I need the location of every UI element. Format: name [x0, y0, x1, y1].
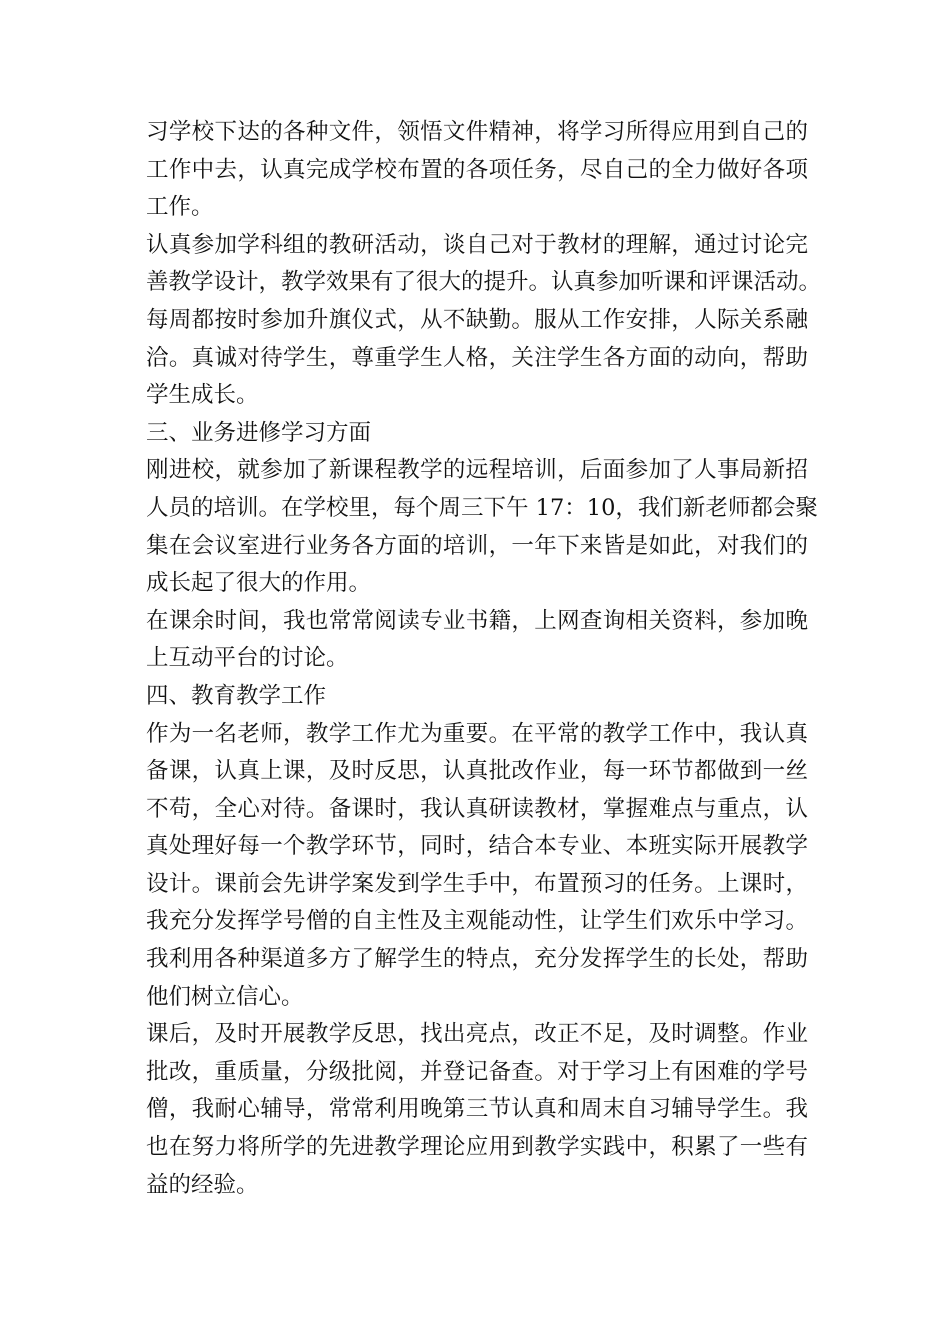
text-line: 课后，及时开展教学反思，找出亮点，改正不足，及时调整。作业 [146, 1021, 808, 1048]
text-line: 认真参加学科组的教研活动，谈自己对于教材的理解，通过讨论完 [146, 231, 808, 258]
section-heading: 三、业务进修学习方面 [146, 419, 372, 446]
text-line: 作为一名老师，教学工作尤为重要。在平常的教学工作中，我认真 [146, 720, 808, 747]
text-line: 学生成长。 [146, 382, 259, 409]
text-line: 我充分发挥学号僧的自主性及主观能动性，让学生们欢乐中学习。 [146, 908, 808, 935]
text-line: 上互动平台的讨论。 [146, 645, 349, 672]
section-heading: 四、教育教学工作 [146, 682, 327, 709]
text-line: 工作中去，认真完成学校布置的各项任务，尽自己的全力做好各项 [146, 156, 808, 183]
text-line: 成长起了很大的作用。 [146, 570, 372, 597]
text-line: 刚进校，就参加了新课程教学的远程培训，后面参加了人事局新招 [146, 457, 808, 484]
text-line: 不苟，全心对待。备课时，我认真研读教材，掌握难点与重点，认 [146, 795, 808, 822]
text-line: 批改，重质量，分级批阅，并登记备查。对于学习上有困难的学号 [146, 1058, 808, 1085]
text-line: 备课，认真上课，及时反思，认真批改作业，每一环节都做到一丝 [146, 758, 808, 785]
text-line: 他们树立信心。 [146, 983, 304, 1010]
text-line: 也在努力将所学的先进教学理论应用到教学实践中，积累了一些有 [146, 1134, 808, 1161]
text-line: 洽。真诚对待学生，尊重学生人格，关注学生各方面的动向，帮助 [146, 344, 808, 371]
text-line: 僧，我耐心辅导，常常利用晚第三节认真和周末自习辅导学生。我 [146, 1096, 808, 1123]
text-line: 益的经验。 [146, 1171, 259, 1198]
text-line: 每周都按时参加升旗仪式，从不缺勤。服从工作安排，人际关系融 [146, 306, 808, 333]
text-line: 工作。 [146, 194, 214, 221]
text-line: 我利用各种渠道多方了解学生的特点，充分发挥学生的长处，帮助 [146, 946, 808, 973]
text-line: 在课余时间，我也常常阅读专业书籍，上网查询相关资料，参加晚 [146, 607, 808, 634]
text-line: 设计。课前会先讲学案发到学生手中，布置预习的任务。上课时， [146, 870, 808, 897]
text-line: 习学校下达的各种文件，领悟文件精神，将学习所得应用到自己的 [146, 119, 808, 145]
text-line: 人员的培训。在学校里，每个周三下午 17：10，我们新老师都会聚 [146, 494, 818, 521]
text-line: 善教学设计，教学效果有了很大的提升。认真参加听课和评课活动。 [146, 269, 822, 296]
document-body [146, 114, 822, 1204]
text-line: 集在会议室进行业务各方面的培训，一年下来皆是如此，对我们的 [146, 532, 808, 559]
text-line: 真处理好每一个教学环节，同时，结合本专业、本班实际开展教学 [146, 833, 808, 860]
